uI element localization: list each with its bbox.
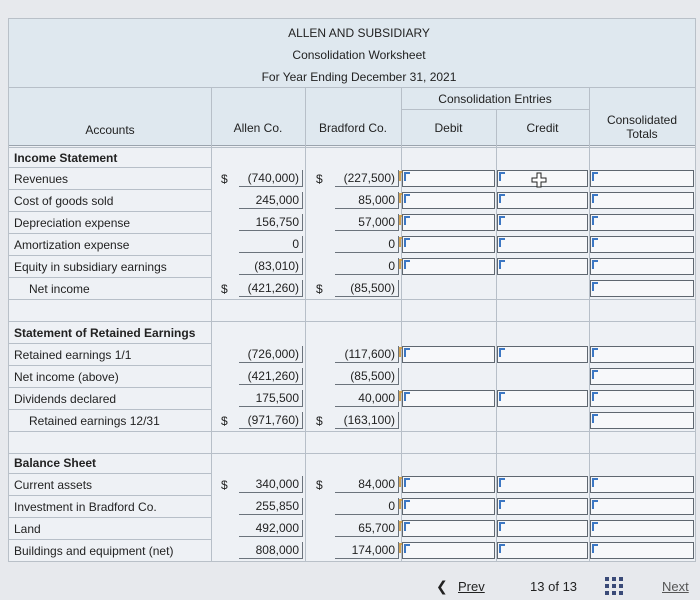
row-label-re-beginning: Retained earnings 1/1 (14, 348, 132, 362)
worksheet-subtitle: Consolidation Worksheet (292, 48, 426, 62)
total-input-buildings[interactable] (590, 542, 694, 559)
total-input-current-assets[interactable] (590, 476, 694, 493)
allen-equity-earnings: (83,010) (239, 258, 303, 275)
row-label-depreciation: Depreciation expense (14, 216, 131, 230)
debit-input-revenues[interactable] (402, 170, 495, 187)
row-label-re-ending: Retained earnings 12/31 (29, 414, 160, 428)
section-retained-earnings: Statement of Retained Earnings (14, 326, 196, 340)
allen-cogs: 245,000 (239, 192, 303, 209)
bradford-buildings: 174,000 (335, 542, 399, 559)
next-button[interactable]: Next (662, 579, 689, 594)
debit-input-re-beginning[interactable] (402, 346, 495, 363)
total-input-net-income[interactable] (590, 280, 694, 297)
debit-header: Debit (434, 121, 463, 135)
credit-input-investment[interactable] (497, 498, 588, 515)
row-label-current-assets: Current assets (14, 478, 93, 492)
row-label-dividends: Dividends declared (14, 392, 117, 406)
page-total: 13 (562, 579, 578, 594)
bradford-investment: 0 (335, 498, 399, 515)
chevron-left-icon: ❮ (436, 578, 448, 594)
row-label-land: Land (14, 522, 41, 536)
debit-input-depreciation[interactable] (402, 214, 495, 231)
bradford-cogs: 85,000 (335, 192, 399, 209)
consolidated-header-1: Consolidated (606, 113, 678, 127)
total-input-depreciation[interactable] (590, 214, 694, 231)
allen-current-assets: 340,000 (239, 476, 303, 493)
credit-input-buildings[interactable] (497, 542, 588, 559)
total-input-dividends[interactable] (590, 390, 694, 407)
allen-buildings: 808,000 (239, 542, 303, 559)
debit-input-dividends[interactable] (402, 390, 495, 407)
total-input-revenues[interactable] (590, 170, 694, 187)
debit-input-current-assets[interactable] (402, 476, 495, 493)
credit-header: Credit (526, 121, 559, 135)
debit-input-equity-earnings[interactable] (402, 258, 495, 275)
allen-header: Allen Co. (233, 121, 283, 135)
allen-dollar-sign: $ (221, 172, 228, 186)
bradford-land: 65,700 (335, 520, 399, 537)
total-input-equity-earnings[interactable] (590, 258, 694, 275)
total-input-re-beginning[interactable] (590, 346, 694, 363)
row-label-cogs: Cost of goods sold (14, 194, 114, 208)
bradford-net-income: (85,500) (335, 280, 399, 297)
allen-net-income: (421,260) (239, 280, 303, 297)
period-title: For Year Ending December 31, 2021 (261, 70, 457, 84)
allen-land: 492,000 (239, 520, 303, 537)
row-label-net-income: Net income (29, 282, 90, 296)
page-of: of (548, 579, 559, 594)
row-label-amortization: Amortization expense (14, 238, 130, 252)
prev-label: Prev (458, 579, 485, 594)
bradford-depreciation: 57,000 (335, 214, 399, 231)
credit-input-amortization[interactable] (497, 236, 588, 253)
debit-input-amortization[interactable] (402, 236, 495, 253)
total-input-re-ending[interactable] (590, 412, 694, 429)
page-current: 13 (530, 579, 545, 594)
credit-input-land[interactable] (497, 520, 588, 537)
row-label-revenues: Revenues (14, 172, 69, 186)
allen-re-ending: (971,760) (239, 412, 303, 429)
total-input-land[interactable] (590, 520, 694, 537)
row-label-buildings: Buildings and equipment (net) (14, 544, 174, 558)
allen-re-beginning: (726,000) (239, 346, 303, 363)
bradford-net-income-above: (85,500) (335, 368, 399, 385)
pagination-bar (0, 570, 700, 600)
bradford-header: Bradford Co. (318, 121, 388, 135)
bradford-dollar-sign: $ (316, 172, 323, 186)
debit-input-investment[interactable] (402, 498, 495, 515)
consolidation-entries-header: Consolidation Entries (438, 92, 552, 106)
allen-investment: 255,850 (239, 498, 303, 515)
bradford-revenues: (227,500) (335, 170, 399, 187)
bradford-equity-earnings: 0 (335, 258, 399, 275)
credit-input-equity-earnings[interactable] (497, 258, 588, 275)
bradford-dollar-sign: $ (316, 282, 323, 296)
bradford-amortization: 0 (335, 236, 399, 253)
bradford-current-assets: 84,000 (335, 476, 399, 493)
section-balance-sheet: Balance Sheet (14, 456, 97, 470)
total-input-amortization[interactable] (590, 236, 694, 253)
bradford-re-ending: (163,100) (335, 412, 399, 429)
row-label-investment: Investment in Bradford Co. (14, 500, 157, 514)
consolidated-header-2: Totals (626, 127, 658, 141)
allen-amortization: 0 (239, 236, 303, 253)
debit-input-buildings[interactable] (402, 542, 495, 559)
bradford-re-beginning: (117,600) (335, 346, 399, 363)
credit-input-current-assets[interactable] (497, 476, 588, 493)
row-label-equity-earnings: Equity in subsidiary earnings (14, 260, 167, 274)
debit-input-cogs[interactable] (402, 192, 495, 209)
row-label-net-income-above: Net income (above) (14, 370, 119, 384)
move-cursor-icon (531, 172, 547, 188)
total-input-investment[interactable] (590, 498, 694, 515)
prev-button[interactable] (436, 578, 500, 596)
allen-dollar-sign: $ (221, 282, 228, 296)
bradford-dollar-sign: $ (316, 478, 323, 492)
allen-dollar-sign: $ (221, 414, 228, 428)
allen-dollar-sign: $ (221, 478, 228, 492)
consolidation-worksheet (8, 18, 696, 562)
grid-menu-icon[interactable] (605, 577, 623, 595)
bradford-dollar-sign: $ (316, 414, 323, 428)
credit-input-dividends[interactable] (497, 390, 588, 407)
credit-input-depreciation[interactable] (497, 214, 588, 231)
allen-revenues: (740,000) (239, 170, 303, 187)
allen-net-income-above: (421,260) (239, 368, 303, 385)
bradford-dividends: 40,000 (335, 390, 399, 407)
debit-input-land[interactable] (402, 520, 495, 537)
allen-dividends: 175,500 (239, 390, 303, 407)
total-input-net-income-above[interactable] (590, 368, 694, 385)
accounts-header: Accounts (85, 123, 135, 137)
allen-depreciation: 156,750 (239, 214, 303, 231)
credit-input-re-beginning[interactable] (497, 346, 588, 363)
section-income-statement: Income Statement (14, 151, 118, 165)
company-title: ALLEN AND SUBSIDIARY (288, 26, 430, 40)
page-indicator (530, 579, 577, 595)
credit-input-cogs[interactable] (497, 192, 588, 209)
total-input-cogs[interactable] (590, 192, 694, 209)
